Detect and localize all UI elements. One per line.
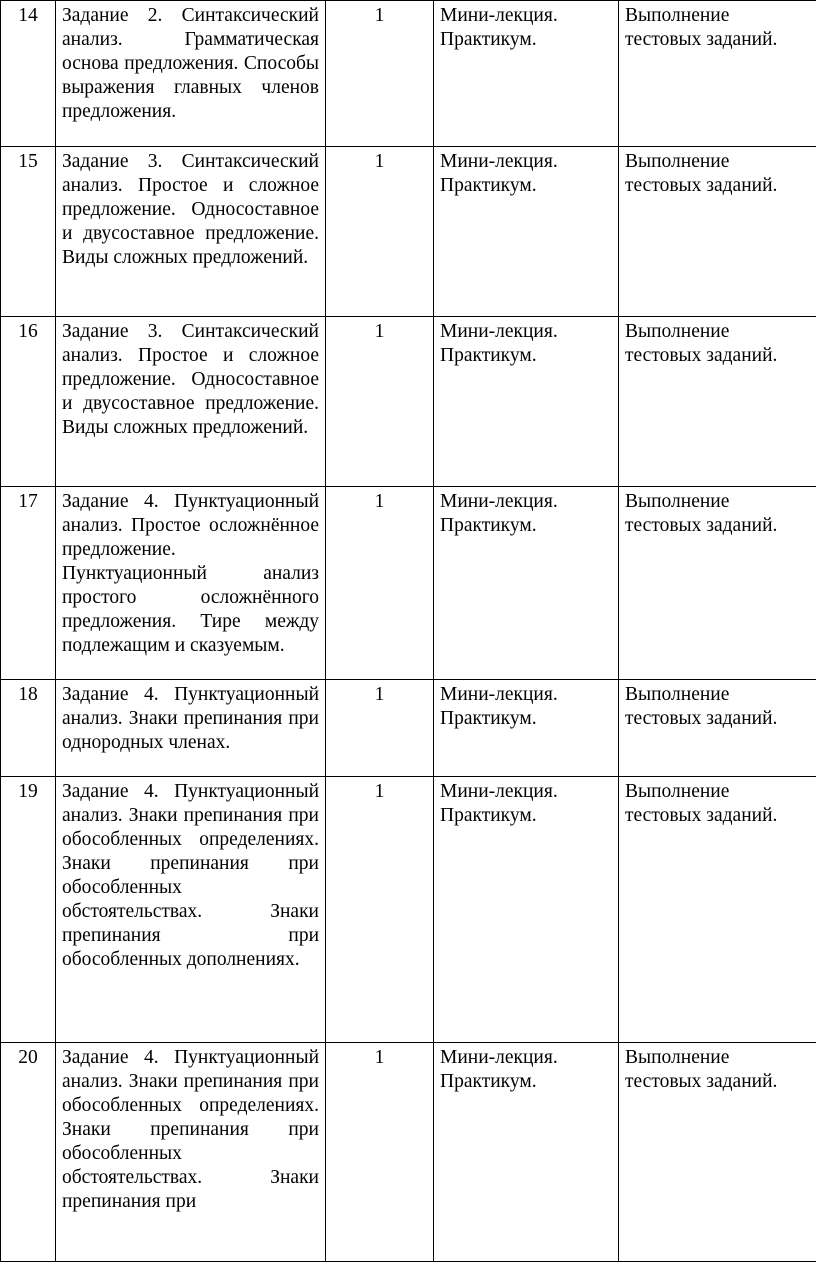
control-cell: Выполнение тестовых заданий. [619,147,816,317]
topic-cell: Задание 4. Пунктуационный анализ. Знаки препинания при обособленных определениях. Знаки препинания при обособленных обстоятельствах. Знаки препинания при обособленных дополнениях. [56,777,326,1043]
table-row [1,147,816,317]
row-number: 19 [1,777,56,1043]
row-number: 17 [1,487,56,680]
topic-cell: Задание 3. Синтаксический анализ. Простое и сложное предложение. Односоставное и двусоставное предложение. Виды сложных предложений. [56,317,326,487]
form-cell: Мини-лекция. Практикум. [434,777,619,1043]
hours-cell: 1 [326,1,434,147]
hours-cell: 1 [326,1043,434,1262]
topic-cell: Задание 3. Синтаксический анализ. Простое и сложное предложение. Односоставное и двусоставное предложение. Виды сложных предложений. [56,147,326,317]
form-cell: Мини-лекция. Практикум. [434,1043,619,1262]
topic-cell: Задание 2. Синтаксический анализ. Грамматическая основа предложения. Способы выражения главных членов предложения. [56,1,326,147]
hours-cell: 1 [326,317,434,487]
control-cell: Выполнение тестовых заданий. [619,487,816,680]
row-number: 14 [1,1,56,147]
row-number: 20 [1,1043,56,1262]
row-number: 16 [1,317,56,487]
form-cell: Мини-лекция. Практикум. [434,1,619,147]
control-cell: Выполнение тестовых заданий. [619,680,816,777]
form-cell: Мини-лекция. Практикум. [434,317,619,487]
topic-cell: Задание 4. Пунктуационный анализ. Простое осложнённое предложение. Пунктуационный анализ простого осложнённого предложения. Тире между подлежащим и сказуемым. [56,487,326,680]
table-row [1,317,816,487]
hours-cell: 1 [326,680,434,777]
table-row [1,777,816,1043]
row-number: 18 [1,680,56,777]
table-row [1,487,816,680]
form-cell: Мини-лекция. Практикум. [434,680,619,777]
hours-cell: 1 [326,487,434,680]
row-number: 15 [1,147,56,317]
control-cell: Выполнение тестовых заданий. [619,1,816,147]
hours-cell: 1 [326,777,434,1043]
table-row [1,1,816,147]
topic-cell: Задание 4. Пунктуационный анализ. Знаки препинания при однородных членах. [56,680,326,777]
form-cell: Мини-лекция. Практикум. [434,487,619,680]
hours-cell: 1 [326,147,434,317]
table-row [1,680,816,777]
table-row [1,1043,816,1262]
control-cell: Выполнение тестовых заданий. [619,1043,816,1262]
control-cell: Выполнение тестовых заданий. [619,317,816,487]
control-cell: Выполнение тестовых заданий. [619,777,816,1043]
topic-cell: Задание 4. Пунктуационный анализ. Знаки препинания при обособленных определениях. Знаки препинания при обособленных обстоятельствах. Знаки препинания при [56,1043,326,1262]
form-cell: Мини-лекция. Практикум. [434,147,619,317]
